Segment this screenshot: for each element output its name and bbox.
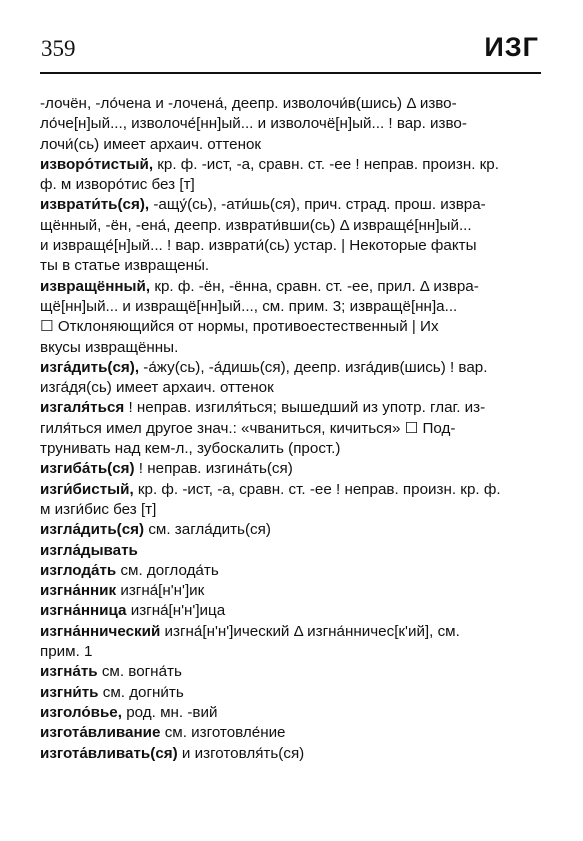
entry-line: извращённый, кр. ф. -ён, -ённа, сравн. ст. -ее, прил. Δ извра- xyxy=(40,277,479,295)
entry xyxy=(40,195,540,276)
headword: изгла́дить(ся) xyxy=(40,521,145,539)
entry xyxy=(40,683,540,703)
entry xyxy=(40,581,540,601)
headword: изврати́ть(ся), xyxy=(40,196,150,214)
entry-line: изворо́тистый, кр. ф. -ист, -а, сравн. ст. -ее ! неправ. произн. кр. xyxy=(40,155,499,173)
entry xyxy=(40,723,540,743)
guide-word: ИЗГ xyxy=(484,32,539,62)
headword: изгна́ннический xyxy=(40,622,161,640)
entry-line: гиля́ться имел другое знач.: «чваниться, кичиться» ☐ Под- xyxy=(40,419,456,437)
header-rule xyxy=(40,72,541,74)
headword: изгаля́ться xyxy=(40,399,125,417)
entry-line: щё[нн]ый... и извращё[нн]ый..., см. прим. 3; извращё[нн]а... xyxy=(40,297,458,315)
entry-line: изгна́нница изгна́[н'н']ица xyxy=(40,602,226,620)
entry xyxy=(40,459,540,479)
entries-body xyxy=(40,94,540,764)
entry xyxy=(40,358,540,399)
entry-line: прим. 1 xyxy=(40,643,93,661)
entry xyxy=(40,561,540,581)
entry-line: изгла́дить(ся) см. загла́дить(ся) xyxy=(40,521,271,539)
headword: изгни́ть xyxy=(40,683,99,701)
entry-line: изгна́ннический изгна́[н'н']ический Δ изгна́нничес[к'ий], см. xyxy=(40,622,460,640)
entry-line: изгна́ть см. вогна́ть xyxy=(40,663,182,681)
entry-line: изга́дить(ся), -а́жу(сь), -а́дишь(ся), деепр. изга́див(шись) ! вар. xyxy=(40,358,488,376)
entry-line: щённый, -ён, -ена́, деепр. изврати́вши(сь) Δ извраще́[нн]ый... xyxy=(40,216,472,234)
entry xyxy=(40,622,540,663)
entry xyxy=(40,94,540,155)
entry-line: изга́дя(сь) имеет архаич. оттенок xyxy=(40,379,274,397)
entry-line: изгота́вливание см. изготовле́ние xyxy=(40,724,286,742)
entry xyxy=(40,703,540,723)
entry-line: изврати́ть(ся), -ащу́(сь), -ати́шь(ся), прич. страд. прош. извра- xyxy=(40,196,486,214)
entry-line: изглода́ть см. доглода́ть xyxy=(40,561,219,579)
entry-line: ты в статье извращены́. xyxy=(40,257,210,275)
entry-line: вкусы извращённы. xyxy=(40,338,179,356)
entry xyxy=(40,398,540,459)
entry-line: изгаля́ться ! неправ. изгиля́ться; вышедший из употр. глаг. из- xyxy=(40,399,486,417)
entry xyxy=(40,155,540,196)
entry-line: изголо́вье, род. мн. -вий xyxy=(40,703,218,721)
headword: изголо́вье, xyxy=(40,703,122,721)
headword: изгота́вливать(ся) xyxy=(40,744,178,762)
entry xyxy=(40,480,540,521)
entry-line: трунивать над кем-л., зубоскалить (прост.) xyxy=(40,440,341,458)
entry-line: -лочён, -ло́чена и -лочена́, деепр. изволочи́в(шись) Δ изво- xyxy=(40,95,457,112)
entry-line xyxy=(40,541,540,561)
entry-line: изги́бистый, кр. ф. -ист, -а, сравн. ст. -ее ! неправ. произн. кр. ф. xyxy=(40,480,501,498)
entry xyxy=(40,541,540,561)
page-number: 359 xyxy=(41,36,76,61)
headword: изгна́нник xyxy=(40,582,117,600)
headword: изга́дить(ся), xyxy=(40,358,140,376)
entry-line: изгиба́ть(ся) ! неправ. изгина́ть(ся) xyxy=(40,460,293,478)
entry xyxy=(40,277,540,358)
entry-line: и извраще́[н]ый... ! вар. изврати́(сь) устар. | Некоторые факты xyxy=(40,237,477,255)
headword: извращённый, xyxy=(40,277,151,295)
entry-line: м изги́бис без [т] xyxy=(40,500,157,518)
headword: изгота́вливание xyxy=(40,724,161,742)
entry-line: ло́че[н]ый..., изволоче́[нн]ый... и изволочё[н]ый... ! вар. изво- xyxy=(40,115,467,133)
headword: изглода́ть xyxy=(40,561,117,579)
entry xyxy=(40,601,540,621)
entry-line: ☐ Отклоняющийся от нормы, противоестественный | Их xyxy=(40,318,439,336)
entry-line: ф. м изворо́тис без [т] xyxy=(40,176,195,194)
entry xyxy=(40,520,540,540)
headword: изгла́дывать xyxy=(40,541,138,559)
headword: изги́бистый, xyxy=(40,480,134,498)
entry xyxy=(40,662,540,682)
headword: изгна́нница xyxy=(40,602,127,620)
headword: изгиба́ть(ся) xyxy=(40,460,135,478)
entry-line: лочи́(сь) имеет архаич. оттенок xyxy=(40,135,262,153)
entry-line: изгота́вливать(ся) и изготовля́ть(ся) xyxy=(40,744,305,762)
entry-line: изгни́ть см. догни́ть xyxy=(40,683,184,701)
entry xyxy=(40,744,540,764)
headword: изворо́тистый, xyxy=(40,155,154,173)
headword: изгна́ть xyxy=(40,663,98,681)
entry-line: изгна́нник изгна́[н'н']ик xyxy=(40,582,205,600)
